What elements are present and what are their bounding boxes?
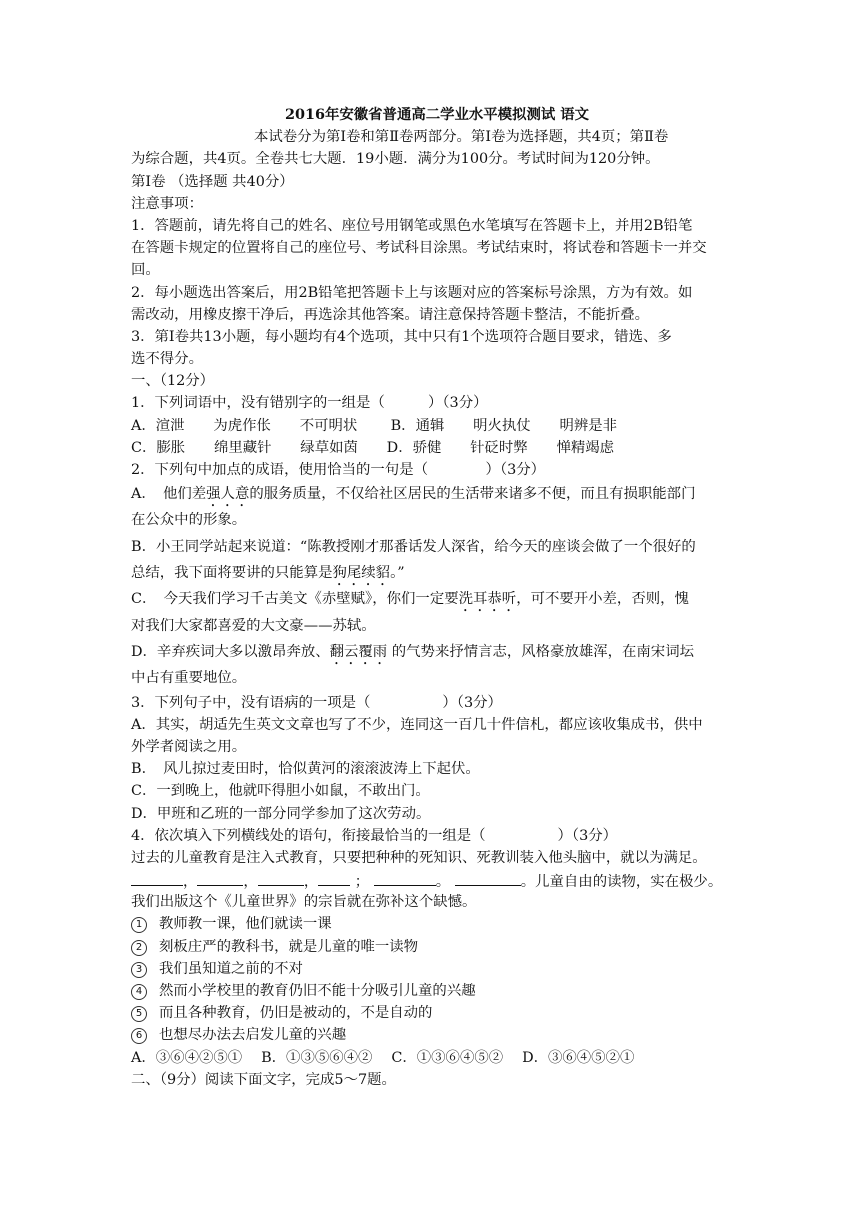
option-item-2: 2 刻板庄严的教科书，就是儿童的唯一读物 [131, 936, 735, 958]
fill-blank [258, 869, 304, 886]
question-2-option-c-line-1: C． 今天我们学习千古美文《赤壁赋》，你们一定要洗耳恭听，可不要开小差，否则，愧 [131, 591, 689, 608]
option-item-3: 3 我们虽知道之前的不对 [131, 958, 735, 980]
question-2-option-b-line-2: 总结，我下面将要讲的只能算是狗尾续貂。” [131, 565, 405, 582]
dotted-idiom: 强人意 [206, 486, 250, 503]
fill-blank [131, 869, 183, 886]
question-1: 1．下列词语中，没有错别字的一组是（ ）（3分） [131, 395, 488, 412]
question-2-option-d-line-1: D．辛弃疾词大多以激昂奔放、翻云覆雨 的气势来抒情言志，风格豪放雄浑，在南宋词坛 [131, 643, 694, 660]
option-item-5: 5 而且各种教育，仍旧是被动的，不是自动的 [131, 1002, 735, 1024]
notice-3-line-1: 3．第Ⅰ卷共13小题，每小题均有4个选项，其中只有1个选项符合题目要求，错选、多 [131, 328, 672, 345]
section-2-header: 二、（9分）阅读下面文字，完成5～7题。 [131, 1071, 396, 1088]
question-4: 4．依次填入下列横线处的语句，衔接最恰当的一组是（ ）（3分） [131, 827, 618, 844]
question-3-option-a-line-1: A．其实，胡适先生英文文章也写了不少，连同这一百几十件信札，都应该收集成书，供中 [131, 716, 703, 733]
option-item-6: 6 也想尽办法去启发儿童的兴趣 [131, 1024, 735, 1046]
intro-line-1: 本试卷分为第Ⅰ卷和第Ⅱ卷两部分。第Ⅰ卷为选择题，共4页；第Ⅱ卷 [254, 129, 669, 146]
circled-number: 4 [131, 984, 147, 1000]
fill-blank [455, 869, 521, 886]
circled-number: 5 [131, 1006, 147, 1022]
question-2-option-a-line-1: A． 他们差强人意的服务质量，不仅给社区居民的生活带来诸多不便，而且有损职能部门 [131, 486, 696, 503]
question-2-option-a-line-2: 在公众中的形象。 [131, 512, 247, 529]
fill-blank [197, 869, 243, 886]
question-2-option-b-line-1: B．小王同学站起来说道：“陈教授刚才那番话发人深省，给今天的座谈会做了一个很好的 [131, 538, 696, 555]
question-2-option-d-line-2: 中占有重要地位。 [131, 670, 247, 687]
question-4-answers: A．③⑥④②⑤① B．①③⑤⑥④② C．①③⑥④⑤② D．③⑥④⑤②① [131, 1049, 635, 1066]
section-1-header: 一、（12分） [131, 373, 215, 390]
circled-number: 6 [131, 1028, 147, 1044]
question-4-text-line-3: 我们出版这个《儿童世界》的宗旨就在弥补这个缺憾。 [131, 894, 477, 911]
question-4-text-line-1: 过去的儿童教育是注入式教育，只要把种种的死知识、死教训装入他头脑中，就以为满足。 [131, 849, 707, 866]
dotted-idiom: 狗尾续貂 [332, 565, 391, 582]
part1-header: 第Ⅰ卷 （选择题 共40分） [131, 173, 294, 190]
document-title: 2016年安徽省普通高二学业水平模拟测试 语文 [284, 106, 590, 123]
notice-2-line-1: 2．每小题选出答案后，用2B铅笔把答题卡上与该题对应的答案标号涂黑，方为有效。如 [131, 284, 693, 301]
question-1-options-ab: A．渲泄 为虎作伥 不可明状 B．通辑 明火执仗 明辨是非 [131, 417, 618, 434]
notice-1-line-3: 回。 [131, 262, 160, 279]
dotted-idiom: 洗耳恭听 [458, 591, 517, 608]
question-3-option-d: D．甲班和乙班的一部分同学参加了这次劳动。 [131, 805, 431, 822]
question-1-options-cd: C．膨胀 绵里藏针 绿草如茵 D．骄健 针砭时弊 惮精竭虑 [131, 439, 615, 456]
notice-1-line-2: 在答题卡规定的位置将自己的座位号、考试科目涂黑。考试结束时，将试卷和答题卡一并交 [131, 240, 707, 257]
intro-line-2: 为综合题，共4页。全卷共七大题．19小题．满分为100分。考试时间为120分钟。 [131, 151, 660, 168]
fill-blank [374, 869, 436, 886]
notice-2-line-2: 需改动，用橡皮擦干净后，再选涂其他答案。请注意保持答题卡整洁，不能折叠。 [131, 306, 650, 323]
fill-blank [318, 869, 350, 886]
option-item-1: 1 教师教一课，他们就读一课 [131, 913, 735, 935]
option-item-4: 4 然而小学校里的教育仍旧不能十分吸引儿童的兴趣 [131, 980, 735, 1002]
question-2-option-c-line-2: 对我们大家都喜爱的大文豪——苏轼。 [131, 617, 376, 634]
question-2: 2．下列句中加点的成语，使用恰当的一句是（ ）（3分） [131, 462, 546, 478]
question-3-option-c: C．一到晚上，他就吓得胆小如鼠，不敢出门。 [131, 783, 430, 800]
circled-number: 1 [131, 917, 147, 933]
question-3: 3．下列句子中，没有语病的一项是（ ）（3分） [131, 694, 502, 711]
notice-3-line-2: 选不得分。 [131, 351, 203, 368]
dotted-idiom: 翻云覆雨 [329, 643, 388, 660]
question-4-text-line-2: ， ， ， ； 。 。儿童自由的读物，实在极少。 [131, 869, 735, 891]
notice-1-line-1: 1．答题前，请先将自己的姓名、座位号用钢笔或黑色水笔填写在答题卡上，并用2B铅笔 [131, 217, 693, 234]
notice-header: 注意事项： [131, 195, 203, 212]
question-3-option-a-line-2: 外学者阅读之用。 [131, 738, 247, 755]
document-page [131, 104, 735, 1091]
circled-number: 2 [131, 940, 147, 956]
question-3-option-b: B． 风儿掠过麦田时，恰似黄河的滚滚波涛上下起伏。 [131, 761, 480, 778]
circled-number: 3 [131, 962, 147, 978]
